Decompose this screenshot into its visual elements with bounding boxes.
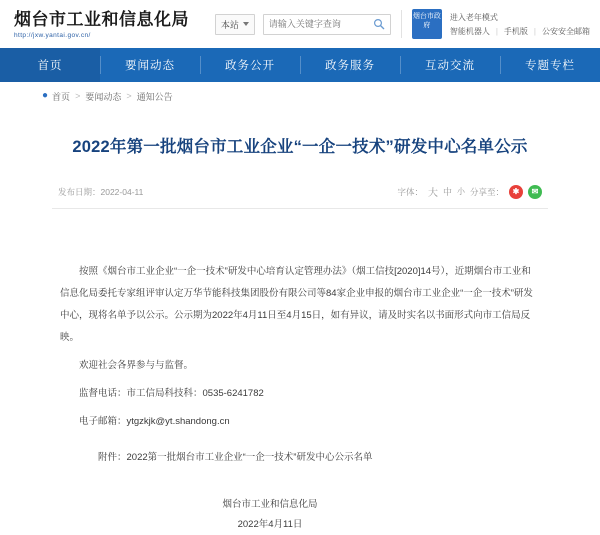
header-link-sep-1: | (495, 26, 498, 36)
page-title: 2022年第一批烟台市工业企业“一企一技术”研发中心名单公示 (72, 138, 528, 156)
header-link-elder-mode[interactable]: 进入老年模式 (449, 12, 498, 22)
main-nav (0, 48, 600, 82)
fontsize-label: 字体： (397, 186, 423, 197)
breadcrumb-separator-1: > (75, 91, 81, 101)
publish-date: 发布日期：2022-04-11 (58, 186, 144, 197)
article-body (52, 261, 548, 469)
header-link-robot[interactable]: 智能机器人 (449, 26, 490, 36)
wechat-share-icon[interactable]: ✉ (528, 185, 542, 199)
breadcrumb-item-news[interactable]: 要闻动态 (85, 91, 122, 102)
nav-item-topics[interactable]: 专题专栏 (500, 48, 600, 82)
article-paragraph-3: 监督电话：市工信局科技科：0535-6241782 (79, 388, 264, 399)
signature-org: 烟台市工业和信息化局 (222, 499, 318, 510)
location-pin-icon: ● (42, 90, 49, 101)
share-label: 分享至： (469, 186, 504, 197)
search-scope-label: 本站 (220, 19, 239, 30)
breadcrumb-item-home[interactable]: 首页 (52, 91, 71, 102)
nav-item-disclosure[interactable]: 政务公开 (200, 48, 300, 82)
search-input[interactable] (269, 19, 373, 29)
weibo-share-icon[interactable]: ✱ (509, 185, 523, 199)
article-meta (52, 184, 548, 209)
fontsize-medium-button[interactable]: 中 (442, 187, 452, 197)
header-link-sep-2: | (533, 26, 536, 36)
nav-item-home[interactable]: 首页 (0, 48, 100, 82)
header-links (450, 12, 590, 37)
header-divider (401, 10, 402, 38)
article-paragraph-2: 欢迎社会各界参与与监督。 (79, 360, 194, 371)
search-box[interactable] (263, 14, 391, 35)
site-logo-title: 烟台市工业和信息化局 (14, 9, 189, 29)
nav-item-interaction[interactable]: 互动交流 (400, 48, 500, 82)
article-paragraph-1: 按照《烟台市工业企业“一企一技术”研发中心培育认定管理办法》（烟工信技[2020]14号），近期烟台市工业和信息化局委托专家组评审认定万华节能科技集团股份有限公司等84家企业申报的烟台市工业企业“一企一技术”研发中心，现将名单予以公示。公示期为2022年4月11日至4月15日，如有异议，请及时实名以书面形式向市工信局反映。 (60, 266, 533, 343)
header-right (215, 9, 590, 39)
site-logo[interactable] (14, 10, 189, 39)
header-link-mobile[interactable]: 手机版 (503, 26, 528, 36)
site-logo-url: http://jxw.yantai.gov.cn/ (14, 31, 91, 39)
fontsize-small-button[interactable]: 小 (456, 187, 465, 196)
nav-item-services[interactable]: 政务服务 (300, 48, 400, 82)
breadcrumb (0, 82, 600, 110)
signature-date: 2022年4月11日 (237, 519, 303, 530)
fontsize-large-button[interactable]: 大 (427, 188, 438, 199)
nav-item-news[interactable]: 要闻动态 (100, 48, 200, 82)
header-link-mail[interactable]: 公安安全邮箱 (542, 26, 590, 36)
gov-seal-icon: 烟台市政府 (412, 9, 442, 39)
article-signature (52, 495, 548, 535)
breadcrumb-item-notice[interactable]: 通知公告 (136, 91, 173, 102)
breadcrumb-separator-2: > (126, 91, 132, 101)
article-paragraph-4: 电子邮箱：ytgzkjk@yt.shandong.cn (79, 416, 230, 427)
site-header (0, 0, 600, 48)
article-card (30, 110, 570, 535)
article-attachment-link[interactable]: 附件：2022第一批烟台市工业企业“一企一技术”研发中心公示名单 (98, 452, 373, 463)
chevron-down-icon (243, 22, 249, 26)
search-icon[interactable] (373, 18, 385, 30)
article-tools (397, 184, 542, 199)
header-links-row-2 (450, 26, 590, 37)
header-links-row-1 (450, 12, 590, 23)
search-scope-select[interactable] (215, 14, 255, 35)
